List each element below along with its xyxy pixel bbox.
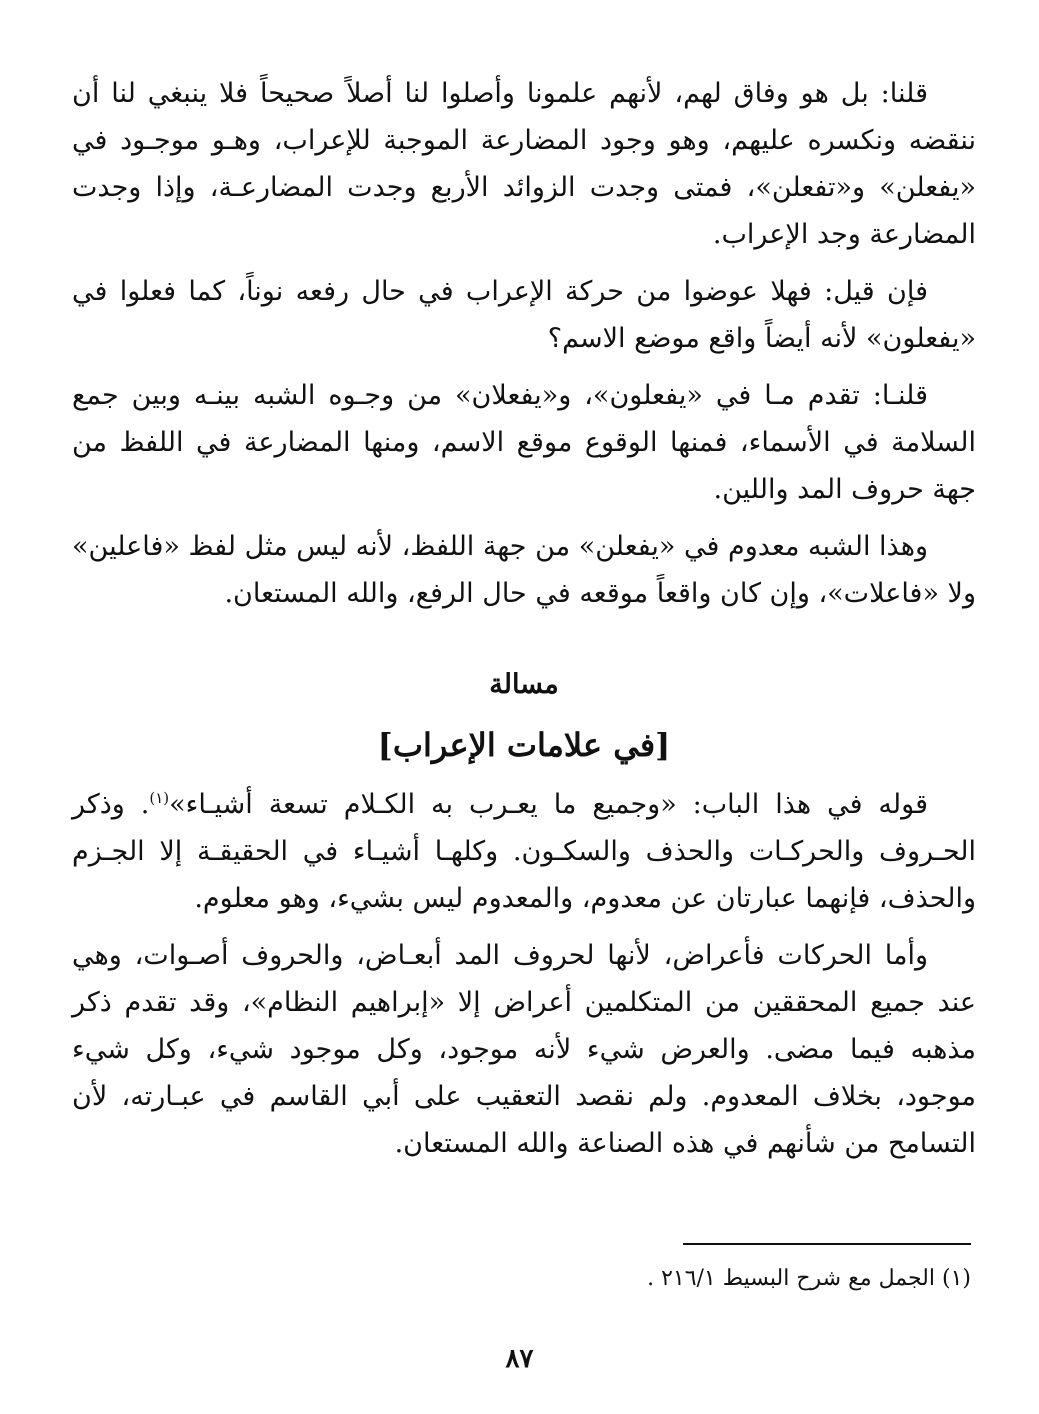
footnote-reference: (١) xyxy=(149,789,170,807)
quote-before: قوله في هذا الباب: «وجميع ما يعـرب به الكـلام تسعة أشيـاء» xyxy=(169,789,928,820)
footnote-divider xyxy=(683,1243,971,1245)
paragraph-6: وأما الحركات فأعراض، لأنها لحروف المد أبعـاض، والحروف أصـوات، وهي عند جميع المحققين من المتكلمين أعراض إلا «إبراهيم النظام»، وقد تقدم ذكر مذهبه فيما مضى. والعرض شيء لأنه موجود، وكل موجود شيء، وكل شيء موجود، بخلاف المعدوم. ولم نقصد التعقيب على أبي القاسم في عبـارته، لأن التسامح من شأنهم في هذه الصناعة والله المستعان. xyxy=(72,940,976,1159)
paragraph-3: قلنـا: تقدم مـا في «يفعلون»، و«يفعلان» من وجـوه الشبه بينـه وبين جمع السلامة في الأسماء، فمنها الوقوع موقع الاسم، ومنها المضارعة في اللفظ من جهة حروف المد واللين. xyxy=(72,380,976,505)
paragraph-1: قلنا: بل هو وفاق لهم، لأنهم علمونا وأصلوا لنا أصلاً صحيحاً فلا ينبغي لنا أن ننقضه ونكسره عليهم، وهو وجود المضارعة الموجبة للإعراب، وهـو موجـود في «يفعلن» و«تفعلن»، فمتى وجدت الزوائد الأربع وجدت المضارعـة، وإذا وجدت المضارعة وجد الإعراب. xyxy=(72,78,976,250)
page-number: ٨٧ xyxy=(505,1344,534,1374)
paragraph-2: فإن قيل: فهلا عوضوا من حركة الإعراب في حال رفعه نوناً، كما فعلوا في «يفعلون» لأنه أيضاً واقع موضع الاسم؟ xyxy=(72,276,976,354)
paragraph-5 xyxy=(72,781,976,922)
footnote: (١) الجمل مع شرح البسيط ٢١٦/١ . xyxy=(647,1266,971,1291)
page-body xyxy=(72,70,976,1177)
section-label: مسالة xyxy=(489,669,559,700)
quote-after: . وذكر الحـروف والحركـات والحذف والسكـون. وكلهـا أشيـاء في الحقيقـة إلا الجـزم والحذف، فإنهما عبارتان عن معدوم، والمعدوم ليس بشيء، وهو معلوم. xyxy=(72,789,976,914)
section-title: [في علامات الإعراب] xyxy=(377,726,671,764)
paragraph-4: وهذا الشبه معدوم في «يفعلن» من جهة اللفظ، لأنه ليس مثل لفظ «فاعلين» ولا «فاعلات»، وإن كان واقعاً موقعه في حال الرفع، والله المستعان. xyxy=(72,531,976,609)
